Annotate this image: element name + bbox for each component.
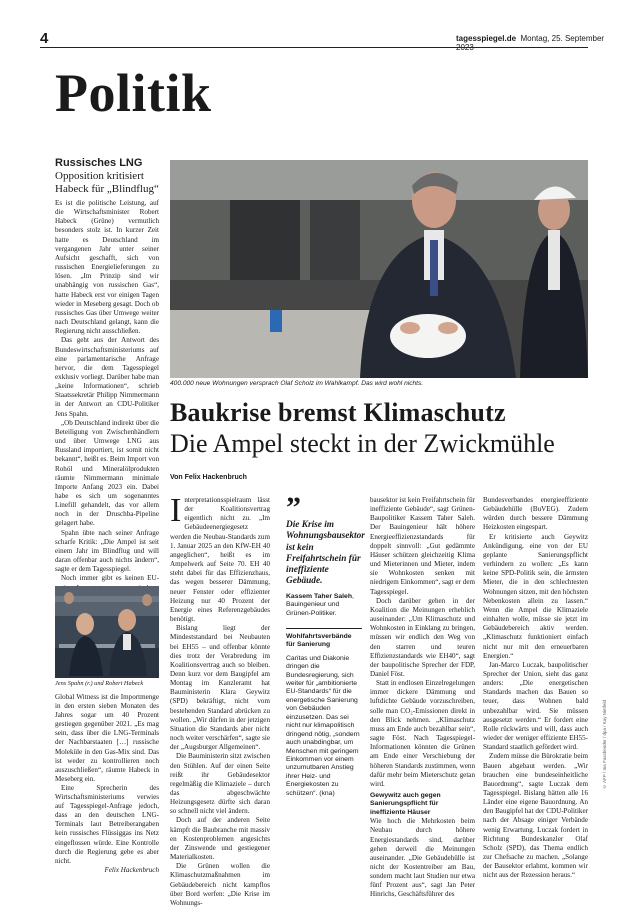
info-box-text: Caritas und Diakonie dringen die Bundesregierung, sich weiter für „ambitionierte EU-Standards“ für die energetische Sanierung von Gebäuden einzusetzen. Das sei nicht nur klimapolitisch dringend nötig, „sondern auch unabdingbar, um Menschen mit geringem Einkommen vor einem unzumutbaren Anstieg ihrer Heiz- und Energiekosten zu schützen“. (kna) bbox=[286, 654, 360, 797]
article-paragraph: Zudem müsse die Bürokratie beim Bauen abgebaut werden. „Wir brauchen eine bundeseinheitliche Bauordnung“, sagte Luczak dem Tagesspiegel. Bislang hätten alle 16 Länder eine eigene Bauordnung. An den Baugipfel hat der CDU-Politiker nach der Absage einiger Verbände wenig Erwartung. Luczak fordert in Richtung Bundeskanzler Olaf Scholz (SPD), das Thema endlich zur Chefsache zu machen. „Solange der Bausektor erlahmt, kommen wir nicht aus der Rezession heraus.“ bbox=[483, 752, 588, 880]
article-paragraph: Er kritisierte auch Geywitz Ankündigung, eine von der EU geplante Sanierungspflicht verhindern zu wollen: „Es kann keine SPD-Politik sein, die ärmsten Mieter, die in den schlechtesten Wohnungen sitzen, mit den höchsten Nebenkosten allein zu lassen.“ Wenn die Ampel die Klimaziele einhalten wolle, müsse sie jetzt im Gebäudebereich aktiv werden. „Klimaschutz funktioniert einfach nicht nur mit den erneuerbaren Energien.“ bbox=[483, 532, 588, 660]
main-photo bbox=[170, 160, 588, 378]
sidebar-kicker: Russisches LNG bbox=[55, 157, 143, 169]
article-column-2 bbox=[286, 491, 365, 798]
sidebar-photo-caption: Jens Spahn (r.) und Robert Habeck bbox=[55, 680, 144, 687]
site-name: tagesspiegel.de bbox=[456, 34, 517, 43]
article-subheadline: Die Ampel steckt in der Zwickmühle bbox=[170, 429, 555, 458]
photo-credit: © AFP / Ina Fassbender / dpa / Kay Nietfeld bbox=[602, 700, 607, 789]
sidebar-paragraph: Eine Sprecherin des Wirtschaftsministeriums verwies auf Tagesspiegel-Anfrage jedoch, dass an den deutschen LNG-Terminals laut Betreiberangaben kein russisches Flüssiggas ins Netz eingeflossen würde. Eine Kontrolle durch die Regierung gebe es aber nicht. bbox=[55, 783, 159, 865]
sidebar-article-continued bbox=[55, 693, 159, 875]
sidebar-headline: Opposition kritisiert Habeck für „Blindflug“ bbox=[55, 170, 159, 195]
section-title: Politik bbox=[55, 63, 212, 123]
sidebar-paragraph: Spahn übte nach seiner Anfrage scharfe Kritik: „Die Ampel ist seit einem Jahr im Blindflug und will daran offenbar auch nichts ändern“, sagte er dem Tagesspiegel. bbox=[55, 528, 159, 574]
issue-date: Montag, 25. September bbox=[520, 34, 605, 43]
sidebar-author: Felix Hackenbruch bbox=[104, 865, 159, 874]
article-column-1 bbox=[170, 492, 270, 908]
article-paragraph: Bundesverbandes energieeffiziente Gebäudehülle (BuVEG). Zudem würden durch bessere Dämmung Heizkosten eingespart. bbox=[483, 496, 588, 532]
masthead-line bbox=[456, 34, 621, 52]
article-column-4 bbox=[483, 496, 588, 881]
pull-quote: Die Krise im Wohnungsbausektor ist kein Freifahrtschein für ineffiziente Gebäude. bbox=[286, 520, 365, 587]
drop-cap: I bbox=[170, 492, 182, 529]
article-paragraph: Interpretationsspielraum lässt der Koalitionsvertrag eigentlich nicht zu. „Im Gebäudeenergiegesetz werden die Neubau-Standards zum 1. Januar 2025 an den KfW-EH 40 angeglichen“, heißt es im Ampelwerk auf Seite 70. EH 40 steht dabei für das Effizienzhaus, das wegen besserer Dämmung, neuer Fenster oder effizienter Heizung nur 40 Prozent der Energie eines Referenzgebäudes benötigt. bbox=[170, 492, 270, 624]
info-box-title: Wohlfahrtsverbände für Sanierung bbox=[286, 633, 352, 649]
article-byline: Von Felix Hackenbruch bbox=[170, 474, 247, 481]
quote-source: Kassem Taher Saleh, Bauingenieur und Grünen-Politiker. bbox=[286, 592, 354, 617]
page-number: 4 bbox=[40, 30, 49, 47]
sidebar-photo bbox=[55, 586, 159, 678]
sidebar-paragraph: Es ist die politische Leistung, auf die Wirtschaftsminister Robert Habeck (Grüne) vermutlich besonders stolz ist. In kurzer Zeit hatte es Deutschland im vergangenen Jahr unter seiner Aufsicht geschafft, sich von russischen Energielieferungen zu lösen. „Im Prinzip sind wir unabhängig von russischen Gas“, hatte Habeck erst vor einigen Tagen wieder in Meseberg gesagt. Doch ob russisches Gas über Umwege weiter nach Deutschland gelangt, kann die Regierung nicht ausschließen. bbox=[55, 199, 159, 336]
article-paragraph: Jan-Marco Luczak, baupolitischer Sprecher der Union, sieht das ganz anders: „Die energetischen Standards machen das Bauen so teuer, dass Wohnen bald unbezahlbar wird. Sie müssen ausgesetzt werden.“ Er fordert eine Rolle rückwärts und will, dass auch wieder der weniger effiziente EH55-Standard staatlich gefördert wird. bbox=[483, 660, 588, 752]
article-paragraph: Die Grünen wollen die Klimaschutzmaßnahmen im Gebäudebereich nicht kampflos über Bord werfen: „Die Krise im Wohnungs- bbox=[170, 862, 270, 907]
article-paragraph: Statt in endlosen Einzelregelungen immer dickere Dämmung und luftdichte Gebäude vorzuschreiben, solle man CO₂-Emissionen direkt in den Blick nehmen. „Klimaschutz muss am Ende auch bezahlbar sein“, sagte Föst. Nach Tagesspiegel-Informationen könnten die Grünen am Ende einer Verschiebung der höheren Standards zustimmen, wenn dafür mehr beim Mieterschutz getan wird. bbox=[370, 679, 475, 788]
article-paragraph: Doch auf der anderen Seite kämpft die Baubranche mit massiv en Kostenproblemen angesichts der Zinswende und gestiegener Materialkosten. bbox=[170, 816, 270, 862]
sidebar-paragraph: Das geht aus der Antwort des Bundeswirtschaftsministeriums auf eine parlamentarische Anfrage hervor, die dem Tagesspiegel exklusiv vorliegt. Darüber habe man „keine Informationen“, schrieb Staatssekretär Philipp Nimmermann in der Antwort an CDU-Politiker Jens Spahn. bbox=[55, 336, 159, 418]
article-headline: Baukrise bremst Klimaschutz bbox=[170, 398, 506, 427]
info-box-rule bbox=[286, 628, 362, 629]
sidebar-paragraph: Global Witness ist die Importmenge in den ersten sieben Monaten des Jahres sogar um 40 Prozent gestiegen gegenüber 2021. „Es mag sein, dass über die LNG-Terminals der Nachbarstaaten […] russische Moleküle in den Gas-Mix sind. Das ist weder zu kontrollieren noch auszuschließen“, räumte Habeck in Meseberg ein. bbox=[55, 693, 159, 783]
article-paragraph: Die Bauministerin sitzt zwischen den Stühlen. Auf der einen Seite reißt ihr Gebäudesektor regelmäßig die Klimaziele – durch das abgeschwächte Heizungsgesetz dürfte sich daran so schnell nicht viel ändern. bbox=[170, 752, 270, 816]
article-paragraph: Doch darüber gehen in der Koalition die Meinungen erheblich auseinander: „Um Klimaschutz und Wohnkosten in Einklang zu bringen, müssen wir endlich den Weg von den starren und teuren Effizienzstandards wie EH40“, sagt der baupolitische Sprecher der FDP, Daniel Föst. bbox=[370, 596, 475, 678]
sidebar-article bbox=[55, 157, 159, 611]
header-rule bbox=[40, 47, 588, 48]
quote-mark-icon: ” bbox=[286, 491, 301, 524]
article-paragraph: bausektor ist kein Freifahrtschein für ineffiziente Gebäude“, sagt Grünen-Baupolitiker Kassem Taher Saleh. Der Bauingenieur hält höhere Energieeffizienzstandards für doppelt sinnvoll: „Gut gedämmte Häuser schützen gleichzeitig Klima und Mieterinnen und Mieter, indem sie Wohnkosten senken mit niedrigem Einkommen“, sagt er dem Tagesspiegel. bbox=[370, 496, 475, 596]
article-column-3 bbox=[370, 496, 475, 900]
sidebar-paragraph: „Ob Deutschland indirekt über die Beteiligung von Zwischenhändlern und über Umwege LNG aus Russland importiert, ist somit nicht bekannt“, heißt es. Beim Import von Rohöl und Mineralölprodukten räumte Nimmermann minimale Importe Anfang 2023 ein. Dabei habe es sich um sogenanntes Linefill gehandelt, das vor allem noch in der Druschba-Pipeline gelagert habe. bbox=[55, 418, 159, 528]
sidebar-paragraph: Noch immer gibt es keinen EU- bbox=[61, 574, 159, 583]
main-photo-caption: 400.000 neue Wohnungen versprach Olaf Scholz im Wahlkampf. Das wird wohl nichts. bbox=[170, 380, 424, 387]
article-paragraph: Wie hoch die Mehrkosten beim Neubau durch höhere Energiestandards sind, darüber gehen derweil die Meinungen auseinander. „Die Gebäudehülle ist nicht der Kostentreiber am Bau, sondern macht laut Studien nur etwa fünf Prozent aus“, sagt Jan Peter Hinrichs, Geschäftsführer des bbox=[370, 817, 475, 899]
article-subheading: Gewywitz auch gegen Sanierungspflicht für ineffiziente Häuser bbox=[370, 792, 441, 816]
article-paragraph: Bislang liegt der Mindeststandard bei Neubauten bei EH55 – und offenbar könnte dies trotz der Verabredung im Koalitionsvertrag auch so bleiben. Denn kurz vor dem Baugipfel am Montag im Kanzleramt hat Bauministerin Klara Geywitz (SPD) bekräftigt, nicht vom bestehenden Standard abrücken zu wollen. „Wir dürfen in der jetzigen Situation die Standards aber nicht noch weiter verschärfen“, sagte sie der „Augsburger Allgemeinen“. bbox=[170, 624, 270, 752]
